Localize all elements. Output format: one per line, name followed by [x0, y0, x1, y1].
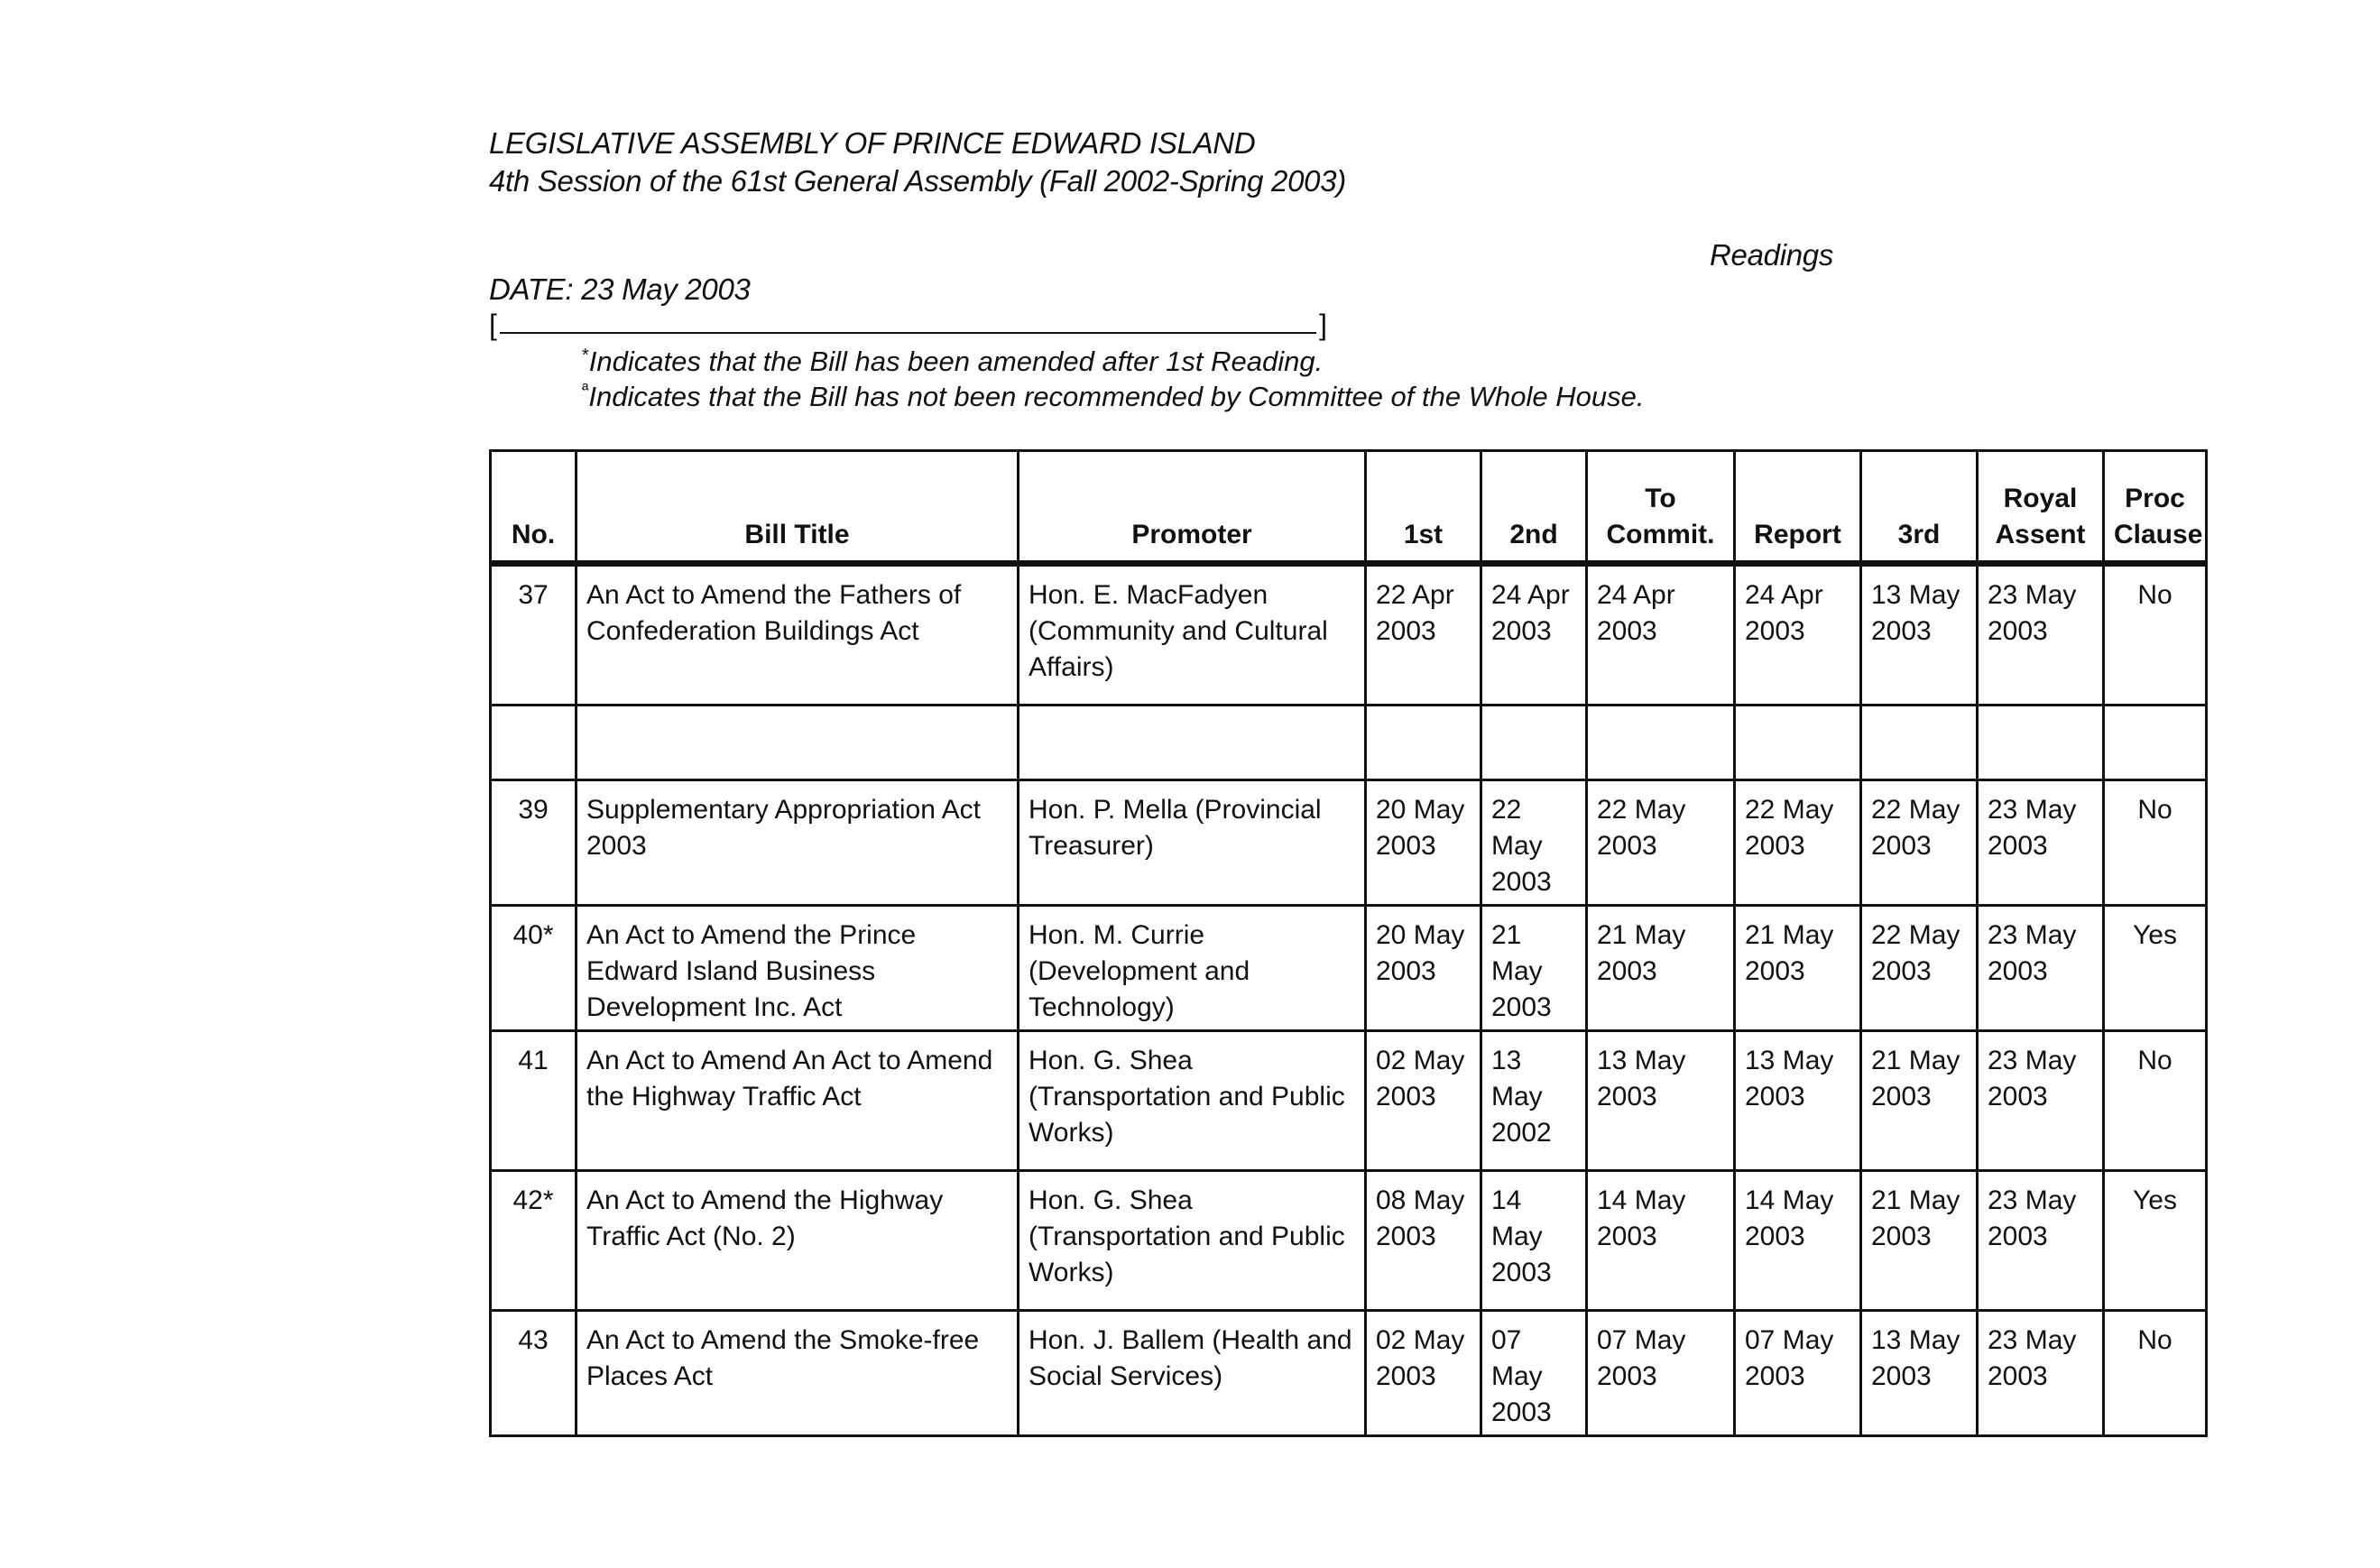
- col-header-first: 1st: [1366, 451, 1481, 564]
- cell-report: [1735, 706, 1861, 780]
- blank-bracket-line: [489, 309, 1327, 341]
- col-header-commit: [1587, 451, 1735, 564]
- table-row: [491, 1311, 2207, 1436]
- cell-commit: 24 Apr 2003: [1587, 564, 1735, 706]
- cell-first: 20 May 2003: [1366, 906, 1481, 1031]
- cell-title: An Act to Amend An Act to Amend the Highway Traffic Act: [577, 1031, 1019, 1171]
- cell-no: 42*: [491, 1171, 577, 1311]
- cell-promoter: Hon. M. Currie (Development and Technology): [1019, 906, 1366, 1031]
- cell-first: 08 May 2003: [1366, 1171, 1481, 1311]
- table-header-row: [491, 451, 2207, 564]
- cell-second: 22 May 2003: [1481, 780, 1587, 906]
- cell-second: [1481, 706, 1587, 780]
- cell-first: 02 May 2003: [1366, 1031, 1481, 1171]
- left-bracket: [: [489, 309, 497, 341]
- cell-promoter: Hon. E. MacFadyen (Community and Cultural Affairs): [1019, 564, 1366, 706]
- cell-commit: 07 May 2003: [1587, 1311, 1735, 1436]
- note-not-recommended: [582, 381, 1644, 413]
- cell-report: 24 Apr 2003: [1735, 564, 1861, 706]
- cell-title: [577, 706, 1019, 780]
- cell-commit: [1587, 706, 1735, 780]
- col-header-proc-line2: Clause: [2114, 520, 2203, 549]
- cell-commit: 21 May 2003: [1587, 906, 1735, 1031]
- document-date: DATE: 23 May 2003: [489, 272, 751, 306]
- bills-table: [489, 449, 2208, 1437]
- cell-third: 22 May 2003: [1861, 780, 1978, 906]
- cell-third: 21 May 2003: [1861, 1171, 1978, 1311]
- cell-no: 41: [491, 1031, 577, 1171]
- cell-title: Supplementary Appropriation Act 2003: [577, 780, 1019, 906]
- cell-first: 20 May 2003: [1366, 780, 1481, 906]
- cell-commit: 14 May 2003: [1587, 1171, 1735, 1311]
- cell-title: An Act to Amend the Highway Traffic Act (No. 2): [577, 1171, 1019, 1311]
- cell-assent: 23 May 2003: [1978, 906, 2104, 1031]
- cell-assent: 23 May 2003: [1978, 780, 2104, 906]
- cell-promoter: Hon. J. Ballem (Health and Social Services): [1019, 1311, 1366, 1436]
- cell-title: An Act to Amend the Prince Edward Island Business Development Inc. Act: [577, 906, 1019, 1031]
- cell-assent: 23 May 2003: [1978, 1031, 2104, 1171]
- cell-proc: No: [2104, 1031, 2207, 1171]
- table-row-empty: [491, 706, 2207, 780]
- cell-second: 07 May 2003: [1481, 1311, 1587, 1436]
- col-header-report: Report: [1735, 451, 1861, 564]
- col-header-assent-line2: Assent: [1995, 520, 2086, 549]
- col-header-second: 2nd: [1481, 451, 1587, 564]
- right-bracket: ]: [1319, 309, 1327, 341]
- col-header-commit-line2: Commit.: [1606, 520, 1715, 549]
- not-recommended-mark: ª: [582, 381, 589, 401]
- cell-third: 13 May 2003: [1861, 1311, 1978, 1436]
- cell-report: 14 May 2003: [1735, 1171, 1861, 1311]
- session-subtitle: 4th Session of the 61st General Assembly (Fall 2002-Spring 2003): [489, 164, 1346, 198]
- col-header-assent: [1978, 451, 2104, 564]
- cell-title: An Act to Amend the Fathers of Confederation Buildings Act: [577, 564, 1019, 706]
- cell-proc: Yes: [2104, 1171, 2207, 1311]
- col-header-promoter: Promoter: [1019, 451, 1366, 564]
- readings-label: Readings: [1710, 238, 1834, 272]
- cell-assent: 23 May 2003: [1978, 1171, 2104, 1311]
- cell-promoter: Hon. P. Mella (Provincial Treasurer): [1019, 780, 1366, 906]
- cell-commit: 13 May 2003: [1587, 1031, 1735, 1171]
- cell-report: 07 May 2003: [1735, 1311, 1861, 1436]
- table-row: [491, 564, 2207, 706]
- col-header-title: Bill Title: [577, 451, 1019, 564]
- cell-second: 13 May 2002: [1481, 1031, 1587, 1171]
- note-amended: [582, 346, 1323, 378]
- cell-title: An Act to Amend the Smoke-free Places Act: [577, 1311, 1019, 1436]
- cell-third: [1861, 706, 1978, 780]
- cell-third: 22 May 2003: [1861, 906, 1978, 1031]
- table-row: [491, 1171, 2207, 1311]
- cell-no: 37: [491, 564, 577, 706]
- blank-rule: [500, 332, 1316, 334]
- cell-assent: [1978, 706, 2104, 780]
- cell-proc: No: [2104, 1311, 2207, 1436]
- amended-mark: *: [582, 346, 589, 365]
- cell-no: 43: [491, 1311, 577, 1436]
- cell-no: 40*: [491, 906, 577, 1031]
- cell-commit: 22 May 2003: [1587, 780, 1735, 906]
- cell-assent: 23 May 2003: [1978, 564, 2104, 706]
- cell-first: 02 May 2003: [1366, 1311, 1481, 1436]
- cell-report: 22 May 2003: [1735, 780, 1861, 906]
- cell-promoter: Hon. G. Shea (Transportation and Public Works): [1019, 1171, 1366, 1311]
- cell-proc: No: [2104, 564, 2207, 706]
- col-header-proc: [2104, 451, 2207, 564]
- cell-proc: Yes: [2104, 906, 2207, 1031]
- cell-promoter: Hon. G. Shea (Transportation and Public Works): [1019, 1031, 1366, 1171]
- cell-proc: No: [2104, 780, 2207, 906]
- cell-no: 39: [491, 780, 577, 906]
- cell-first: [1366, 706, 1481, 780]
- cell-report: 21 May 2003: [1735, 906, 1861, 1031]
- note-amended-text: Indicates that the Bill has been amended after 1st Reading.: [588, 346, 1324, 377]
- col-header-no: No.: [491, 451, 577, 564]
- cell-proc: [2104, 706, 2207, 780]
- table-row: [491, 1031, 2207, 1171]
- note-not-recommended-text: Indicates that the Bill has not been recommended by Committee of the Whole House.: [588, 381, 1645, 412]
- cell-second: 14 May 2003: [1481, 1171, 1587, 1311]
- col-header-commit-line1: To: [1645, 484, 1676, 513]
- cell-first: 22 Apr 2003: [1366, 564, 1481, 706]
- cell-no: [491, 706, 577, 780]
- col-header-proc-line1: Proc: [2125, 484, 2185, 513]
- cell-second: 21 May 2003: [1481, 906, 1587, 1031]
- cell-second: 24 Apr 2003: [1481, 564, 1587, 706]
- col-header-assent-line1: Royal: [2003, 484, 2078, 513]
- table-row: [491, 906, 2207, 1031]
- cell-assent: 23 May 2003: [1978, 1311, 2104, 1436]
- cell-promoter: [1019, 706, 1366, 780]
- col-header-third: 3rd: [1861, 451, 1978, 564]
- table-row: [491, 780, 2207, 906]
- cell-third: 21 May 2003: [1861, 1031, 1978, 1171]
- cell-third: 13 May 2003: [1861, 564, 1978, 706]
- document-title: LEGISLATIVE ASSEMBLY OF PRINCE EDWARD ISLAND: [489, 126, 1256, 160]
- cell-report: 13 May 2003: [1735, 1031, 1861, 1171]
